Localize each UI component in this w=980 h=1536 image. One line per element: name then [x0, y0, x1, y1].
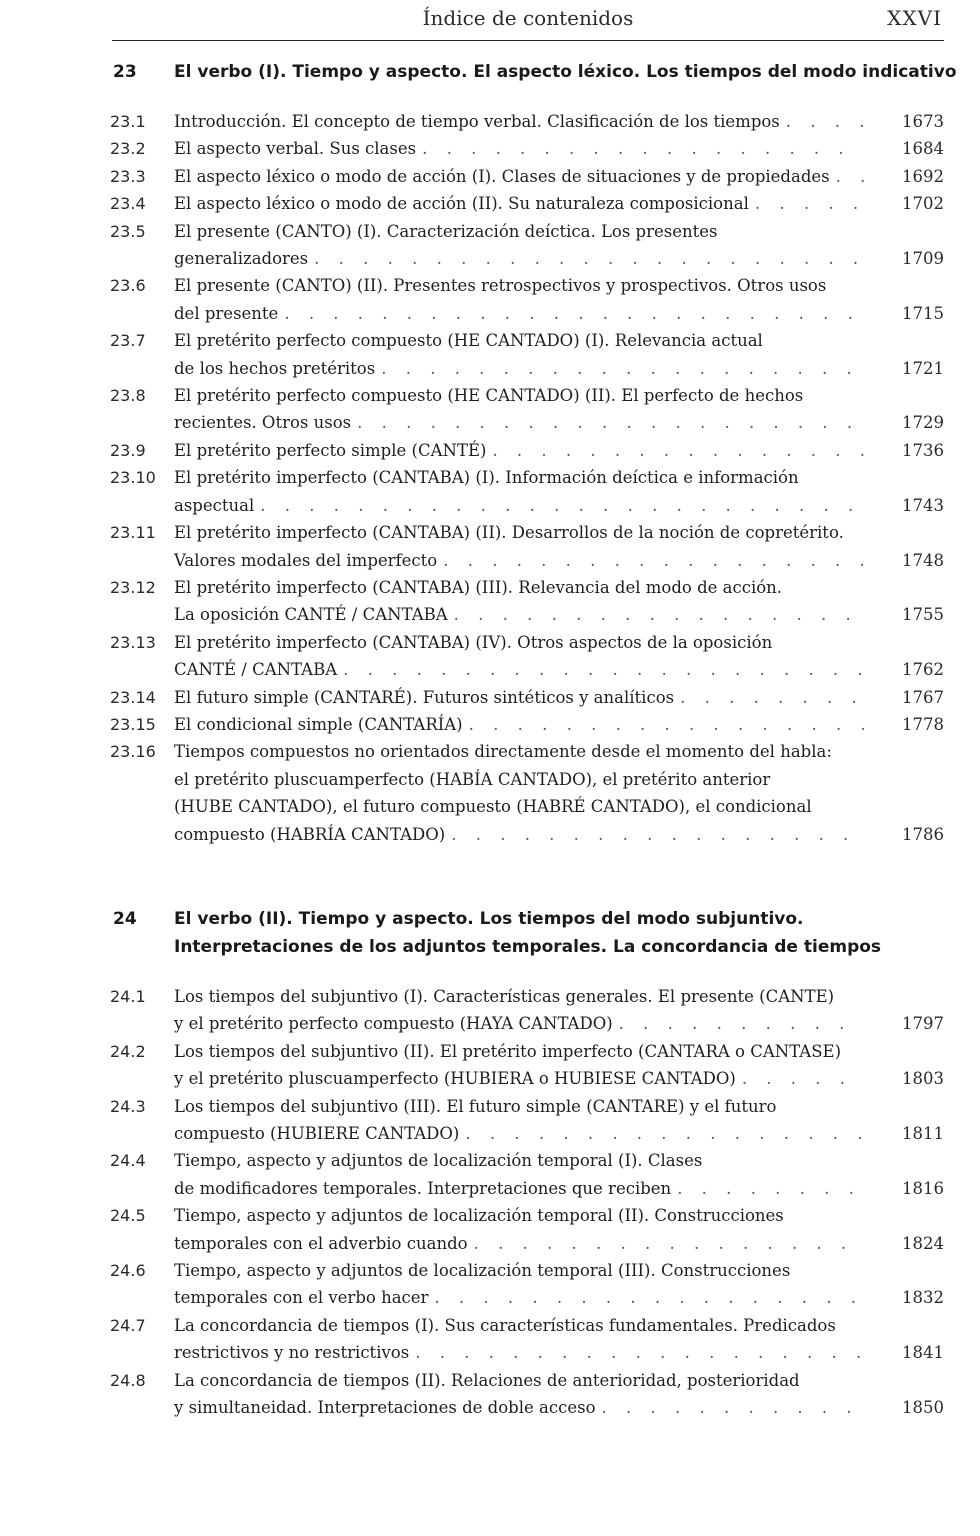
section-title-line: y el pretérito perfecto compuesto (HAYA CANTADO) . . .: [174, 1010, 864, 1037]
section-title-line: El condicional simple (CANTARÍA) . . .: [174, 711, 864, 738]
section-number: 24.6: [110, 1261, 146, 1281]
section-title-line: compuesto (HUBIERE CANTADO) . . .: [174, 1120, 864, 1147]
section-number: 23.15: [110, 714, 156, 734]
page-number: 1755: [902, 605, 944, 625]
section-number: 23.6: [110, 276, 146, 296]
section-title-line: restrictivos y no restrictivos . . .: [174, 1339, 864, 1366]
page-number: 1803: [902, 1069, 944, 1089]
chapter-number: 24: [113, 909, 137, 929]
section-title-line: El presente (CANTO) (II). Presentes retrospectivos y prospectivos. Otros usos: [174, 276, 827, 296]
page-number: 1778: [902, 714, 944, 734]
section-title-line: Tiempos compuestos no orientados directamente desde el momento del habla:: [174, 742, 832, 762]
toc-entry[interactable]: [0, 629, 944, 684]
section-title-line: El pretérito imperfecto (CANTABA) (IV). Otros aspectos de la oposición: [174, 632, 773, 652]
page-number: 1762: [902, 660, 944, 680]
section-title-line: El aspecto verbal. Sus clases . . .: [174, 135, 864, 162]
page-number: 1767: [902, 687, 944, 707]
chapter-heading: [0, 905, 980, 961]
toc-entry[interactable]: [0, 108, 944, 135]
chapter-23: [0, 58, 980, 848]
leader-dots: [465, 1120, 864, 1147]
section-number: 23.13: [110, 632, 156, 652]
section-title-line: de los hechos pretéritos . . .: [174, 355, 864, 382]
page-number: 1702: [902, 194, 944, 214]
toc-entry[interactable]: [0, 1312, 944, 1367]
section-number: 23.10: [110, 468, 156, 488]
chapter-title-line: El verbo (I). Tiempo y aspecto. El aspecto léxico. Los tiempos del modo indicativo: [174, 62, 957, 82]
leader-dots: [422, 135, 864, 162]
section-title-line: Los tiempos del subjuntivo (II). El pretérito imperfecto (CANTARA o CANTASE): [174, 1041, 842, 1061]
toc-entry[interactable]: [0, 738, 944, 848]
chapter-title-line: Interpretaciones de los adjuntos temporales. La concordancia de tiempos: [174, 937, 882, 957]
toc-entry[interactable]: [0, 218, 944, 273]
section-title-line: de modificadores temporales. Interpretaciones que reciben . . .: [174, 1175, 864, 1202]
section-title-line: El futuro simple (CANTARÉ). Futuros sintéticos y analíticos . . .: [174, 684, 864, 711]
section-title-line: Tiempo, aspecto y adjuntos de localización temporal (II). Construcciones: [174, 1206, 784, 1226]
toc-entry[interactable]: [0, 464, 944, 519]
chapter-number: 23: [113, 62, 137, 82]
leader-dots: [469, 711, 864, 738]
toc-entry[interactable]: [0, 272, 944, 327]
page-number: 1811: [902, 1124, 944, 1144]
section-title-line: temporales con el adverbio cuando . . .: [174, 1230, 864, 1257]
section-title-line: El aspecto léxico o modo de acción (I). Clases de situaciones y de propiedades . . .: [174, 163, 864, 190]
toc-entry[interactable]: [0, 1038, 944, 1093]
section-title-line: El pretérito perfecto compuesto (HE CANTADO) (II). El perfecto de hechos: [174, 386, 804, 406]
section-title-line: Introducción. El concepto de tiempo verbal. Clasificación de los tiempos . . .: [174, 108, 864, 135]
section-title-line: Los tiempos del subjuntivo (I). Características generales. El presente (CANTE): [174, 987, 835, 1006]
toc-entry[interactable]: [0, 711, 944, 738]
section-title-line: recientes. Otros usos . . .: [174, 409, 864, 436]
section-title-line: Tiempo, aspecto y adjuntos de localización temporal (I). Clases: [174, 1151, 703, 1171]
toc-entry[interactable]: [0, 382, 944, 437]
leader-dots: [443, 547, 864, 574]
section-number: 23.14: [110, 687, 156, 707]
section-title-line: Los tiempos del subjuntivo (III). El futuro simple (CANTARE) y el futuro: [174, 1096, 777, 1116]
section-title-line: El pretérito perfecto compuesto (HE CANTADO) (I). Relevancia actual: [174, 331, 763, 351]
toc-entry[interactable]: [0, 1147, 944, 1202]
section-number: 23.1: [110, 112, 146, 131]
section-number: 23.5: [110, 221, 146, 241]
toc-entry[interactable]: [0, 437, 944, 464]
page-number: 1721: [902, 358, 944, 378]
page-number: 1850: [902, 1398, 944, 1418]
page-number: 1736: [902, 440, 944, 460]
leader-dots: [451, 821, 864, 848]
page-number: 1715: [902, 303, 944, 323]
leader-dots: [260, 492, 864, 519]
section-title-line: temporales con el verbo hacer . . .: [174, 1284, 864, 1311]
section-title-line: El aspecto léxico o modo de acción (II). Su naturaleza composicional . . .: [174, 190, 864, 217]
section-number: 23.8: [110, 386, 146, 406]
page-number: 1816: [902, 1178, 944, 1198]
toc-entry[interactable]: [0, 163, 944, 190]
section-title-line: La concordancia de tiempos (I). Sus características fundamentales. Predicados: [174, 1315, 836, 1335]
section-number: 23.2: [110, 139, 146, 159]
section-title-line: del presente . . .: [174, 300, 864, 327]
section-number: 24.2: [110, 1041, 146, 1061]
section-number: 23.11: [110, 523, 156, 543]
page-number: 1841: [902, 1343, 944, 1363]
toc-entry[interactable]: [0, 519, 944, 574]
chapter-heading: [0, 58, 980, 86]
section-title-line: La concordancia de tiempos (II). Relaciones de anterioridad, posterioridad: [174, 1370, 800, 1390]
section-title-line: el pretérito pluscuamperfecto (HABÍA CANTADO), el pretérito anterior: [174, 769, 771, 789]
section-number: 23.4: [110, 194, 146, 214]
section-number: 23.7: [110, 331, 146, 351]
section-title-line: generalizadores . . .: [174, 245, 864, 272]
leader-dots: [786, 108, 864, 135]
leader-dots: [492, 437, 864, 464]
leader-dots: [434, 1284, 864, 1311]
leader-dots: [619, 1010, 864, 1037]
section-title-line: El pretérito imperfecto (CANTABA) (II). Desarrollos de la noción de copretérito.: [174, 523, 844, 543]
toc-entry[interactable]: [0, 983, 944, 1038]
toc-entry[interactable]: [0, 1367, 944, 1422]
page-number: 1673: [902, 112, 944, 131]
leader-dots: [474, 1230, 864, 1257]
leader-dots: [602, 1394, 864, 1421]
leader-dots: [343, 656, 864, 683]
section-number: 23.16: [110, 742, 156, 762]
page-number: 1786: [902, 824, 944, 844]
leader-dots: [314, 245, 864, 272]
section-number: 23.12: [110, 577, 156, 597]
toc-entry[interactable]: [0, 684, 944, 711]
section-title-line: y simultaneidad. Interpretaciones de doble acceso . . .: [174, 1394, 864, 1421]
leader-dots: [284, 300, 864, 327]
page-number: 1824: [902, 1233, 944, 1253]
leader-dots: [680, 684, 864, 711]
section-number: 23.3: [110, 166, 146, 186]
toc-entry-list: [0, 983, 980, 1422]
section-title-line: La oposición CANTÉ / CANTABA . . .: [174, 601, 864, 628]
section-title-line: compuesto (HABRÍA CANTADO) . . .: [174, 821, 864, 848]
section-title-line: CANTÉ / CANTABA . . .: [174, 656, 864, 683]
section-number: 24.5: [110, 1206, 146, 1226]
leader-dots: [357, 409, 864, 436]
section-title-line: Tiempo, aspecto y adjuntos de localización temporal (III). Construcciones: [174, 1261, 791, 1281]
toc-entry[interactable]: [0, 327, 944, 382]
section-title-line: El presente (CANTO) (I). Caracterización deíctica. Los presentes: [174, 221, 718, 241]
section-title-line: El pretérito imperfecto (CANTABA) (I). Información deíctica e información: [174, 468, 799, 488]
chapter-title-line: El verbo (II). Tiempo y aspecto. Los tiempos del modo subjuntivo.: [174, 909, 804, 929]
chapter-24: [0, 905, 980, 1422]
running-header: [112, 4, 944, 41]
leader-dots: [836, 163, 864, 190]
header-page-number: XXVI: [887, 6, 942, 30]
toc-entry[interactable]: [0, 1257, 944, 1312]
section-number: 23.9: [110, 440, 146, 460]
section-number: 24.3: [110, 1096, 146, 1116]
header-title: Índice de contenidos: [422, 6, 634, 30]
toc-entry-list: [0, 108, 980, 848]
section-number: 24.4: [110, 1151, 146, 1171]
page-number: 1692: [902, 166, 944, 186]
leader-dots: [415, 1339, 864, 1366]
leader-dots: [742, 1065, 864, 1092]
section-number: 24.1: [110, 987, 146, 1006]
toc-entry[interactable]: [0, 135, 944, 162]
page-number: 1832: [902, 1288, 944, 1308]
section-title-line: aspectual . . .: [174, 492, 864, 519]
page-number: 1743: [902, 495, 944, 515]
page-number: 1684: [902, 139, 944, 159]
page-number: 1748: [902, 550, 944, 570]
leader-dots: [381, 355, 864, 382]
section-number: 24.8: [110, 1370, 146, 1390]
section-title-line: El pretérito perfecto simple (CANTÉ) . . .: [174, 437, 864, 464]
section-title-line: Valores modales del imperfecto . . .: [174, 547, 864, 574]
page-number: 1797: [902, 1014, 944, 1034]
section-title-line: y el pretérito pluscuamperfecto (HUBIERA o HUBIESE CANTADO) . . .: [174, 1065, 864, 1092]
section-number: 24.7: [110, 1315, 146, 1335]
page-number: 1709: [902, 249, 944, 269]
section-title-line: El pretérito imperfecto (CANTABA) (III). Relevancia del modo de acción.: [174, 577, 783, 597]
toc-entry[interactable]: [0, 190, 944, 217]
leader-dots: [454, 601, 864, 628]
toc-entry[interactable]: [0, 574, 944, 629]
leader-dots: [755, 190, 864, 217]
toc-entry[interactable]: [0, 1093, 944, 1148]
leader-dots: [677, 1175, 864, 1202]
page-number: 1729: [902, 413, 944, 433]
toc-entry[interactable]: [0, 1202, 944, 1257]
section-title-line: (HUBE CANTADO), el futuro compuesto (HABRÉ CANTADO), el condicional: [174, 797, 812, 817]
